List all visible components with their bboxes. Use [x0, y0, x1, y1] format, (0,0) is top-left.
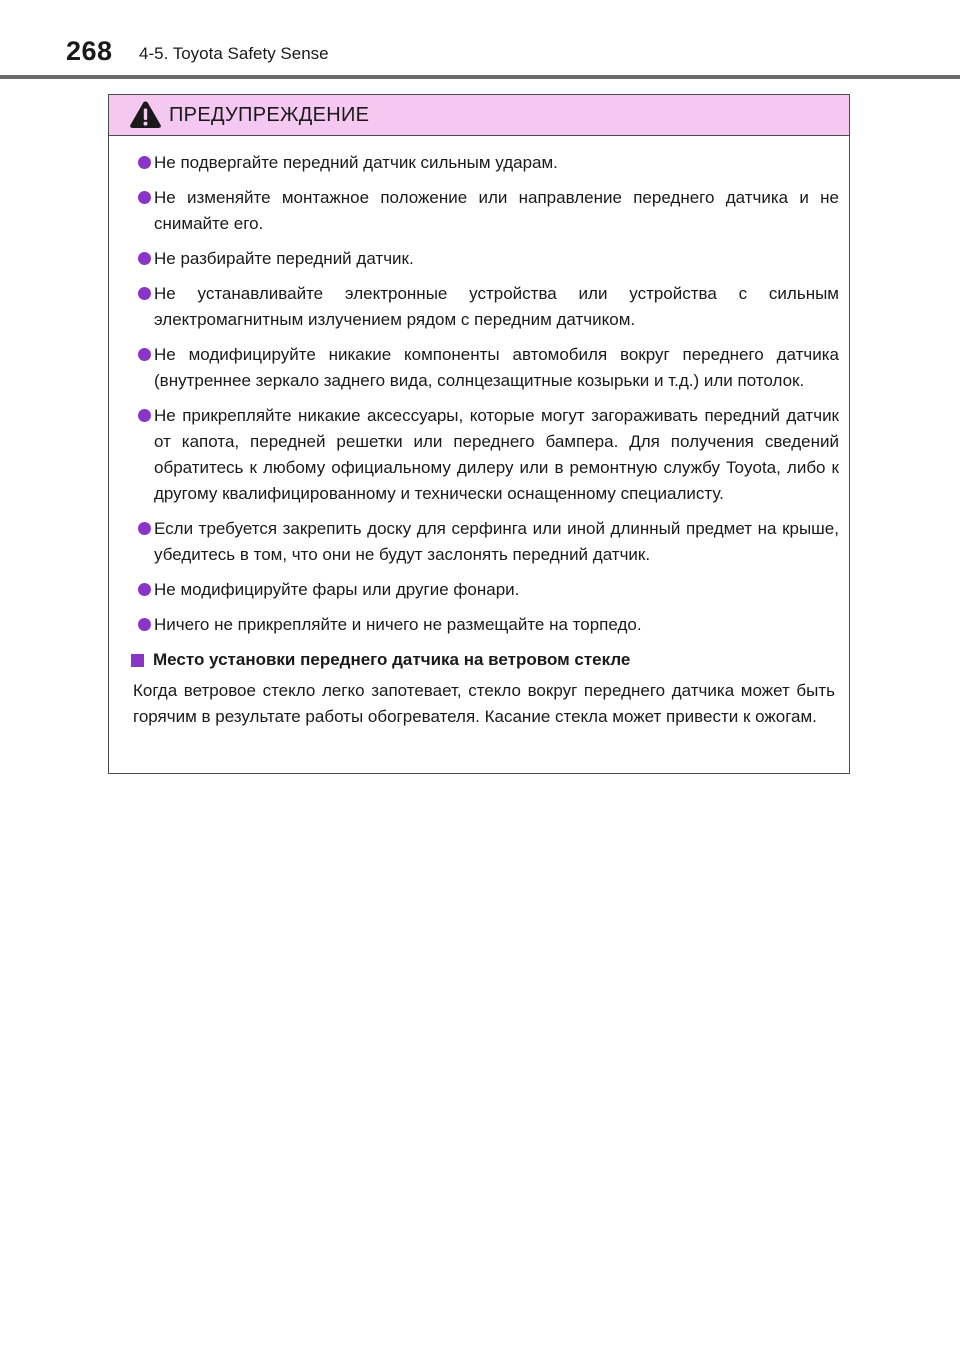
warning-title: ПРЕДУПРЕЖДЕНИЕ	[169, 104, 370, 126]
list-item-text: Не разбирайте передний датчик.	[154, 249, 414, 268]
bullet-icon	[138, 191, 151, 204]
list-item	[109, 577, 849, 603]
list-item-text: Ничего не прикрепляйте и ничего не размещайте на торпедо.	[154, 615, 642, 634]
square-bullet-icon	[131, 654, 144, 667]
list-item	[109, 185, 849, 237]
warning-triangle-icon	[129, 100, 162, 129]
bullet-icon	[138, 583, 151, 596]
warning-header	[109, 95, 849, 136]
header-divider	[0, 75, 960, 79]
list-item-text: Если требуется закрепить доску для серфинга или иной длинный предмет на крыше, убедитесь в том, что они не будут заслонять передний датчик.	[154, 519, 839, 564]
subsection-paragraph: Когда ветровое стекло легко запотевает, стекло вокруг переднего датчика может быть горячим в результате работы обогревателя. Касание стекла может привести к ожогам.	[133, 681, 835, 726]
bullet-icon	[138, 156, 151, 169]
list-item	[109, 281, 849, 333]
bullet-icon	[138, 409, 151, 422]
list-item	[109, 403, 849, 507]
bullet-icon	[138, 287, 151, 300]
list-item-text: Не подвергайте передний датчик сильным ударам.	[154, 153, 558, 172]
warning-box	[108, 94, 850, 774]
subsection-heading	[109, 647, 849, 673]
list-item	[109, 612, 849, 638]
list-item-text: Не модифицируйте фары или другие фонари.	[154, 580, 520, 599]
page-header	[0, 0, 960, 80]
list-item-text: Не модифицируйте никакие компоненты автомобиля вокруг переднего датчика (внутреннее зеркало заднего вида, солнцезащитные козырьки и т.д.) или потолок.	[154, 345, 839, 390]
bullet-icon	[138, 348, 151, 361]
bullet-icon	[138, 522, 151, 535]
warning-body	[109, 150, 849, 730]
list-item-text: Не прикрепляйте никакие аксессуары, которые могут загораживать передний датчик от капота, передней решетки или переднего бампера. Для получения сведений обратитесь к любому официальному дилеру или в ремонтную службу Toyota, либо к другому квалифицированному и технически оснащенному специалисту.	[154, 406, 839, 503]
list-item	[109, 516, 849, 568]
list-item	[109, 150, 849, 176]
section-title: 4-5. Toyota Safety Sense	[139, 44, 329, 63]
list-item	[109, 246, 849, 272]
list-item-text: Не устанавливайте электронные устройства или устройства с сильным электромагнитным излучением рядом с передним датчиком.	[154, 284, 839, 329]
page-number: 268	[66, 36, 113, 66]
bullet-icon	[138, 618, 151, 631]
bullet-icon	[138, 252, 151, 265]
list-item-text: Не изменяйте монтажное положение или направление переднего датчика и не снимайте его.	[154, 188, 839, 233]
subsection-heading-text: Место установки переднего датчика на ветровом стекле	[153, 650, 631, 669]
list-item	[109, 342, 849, 394]
